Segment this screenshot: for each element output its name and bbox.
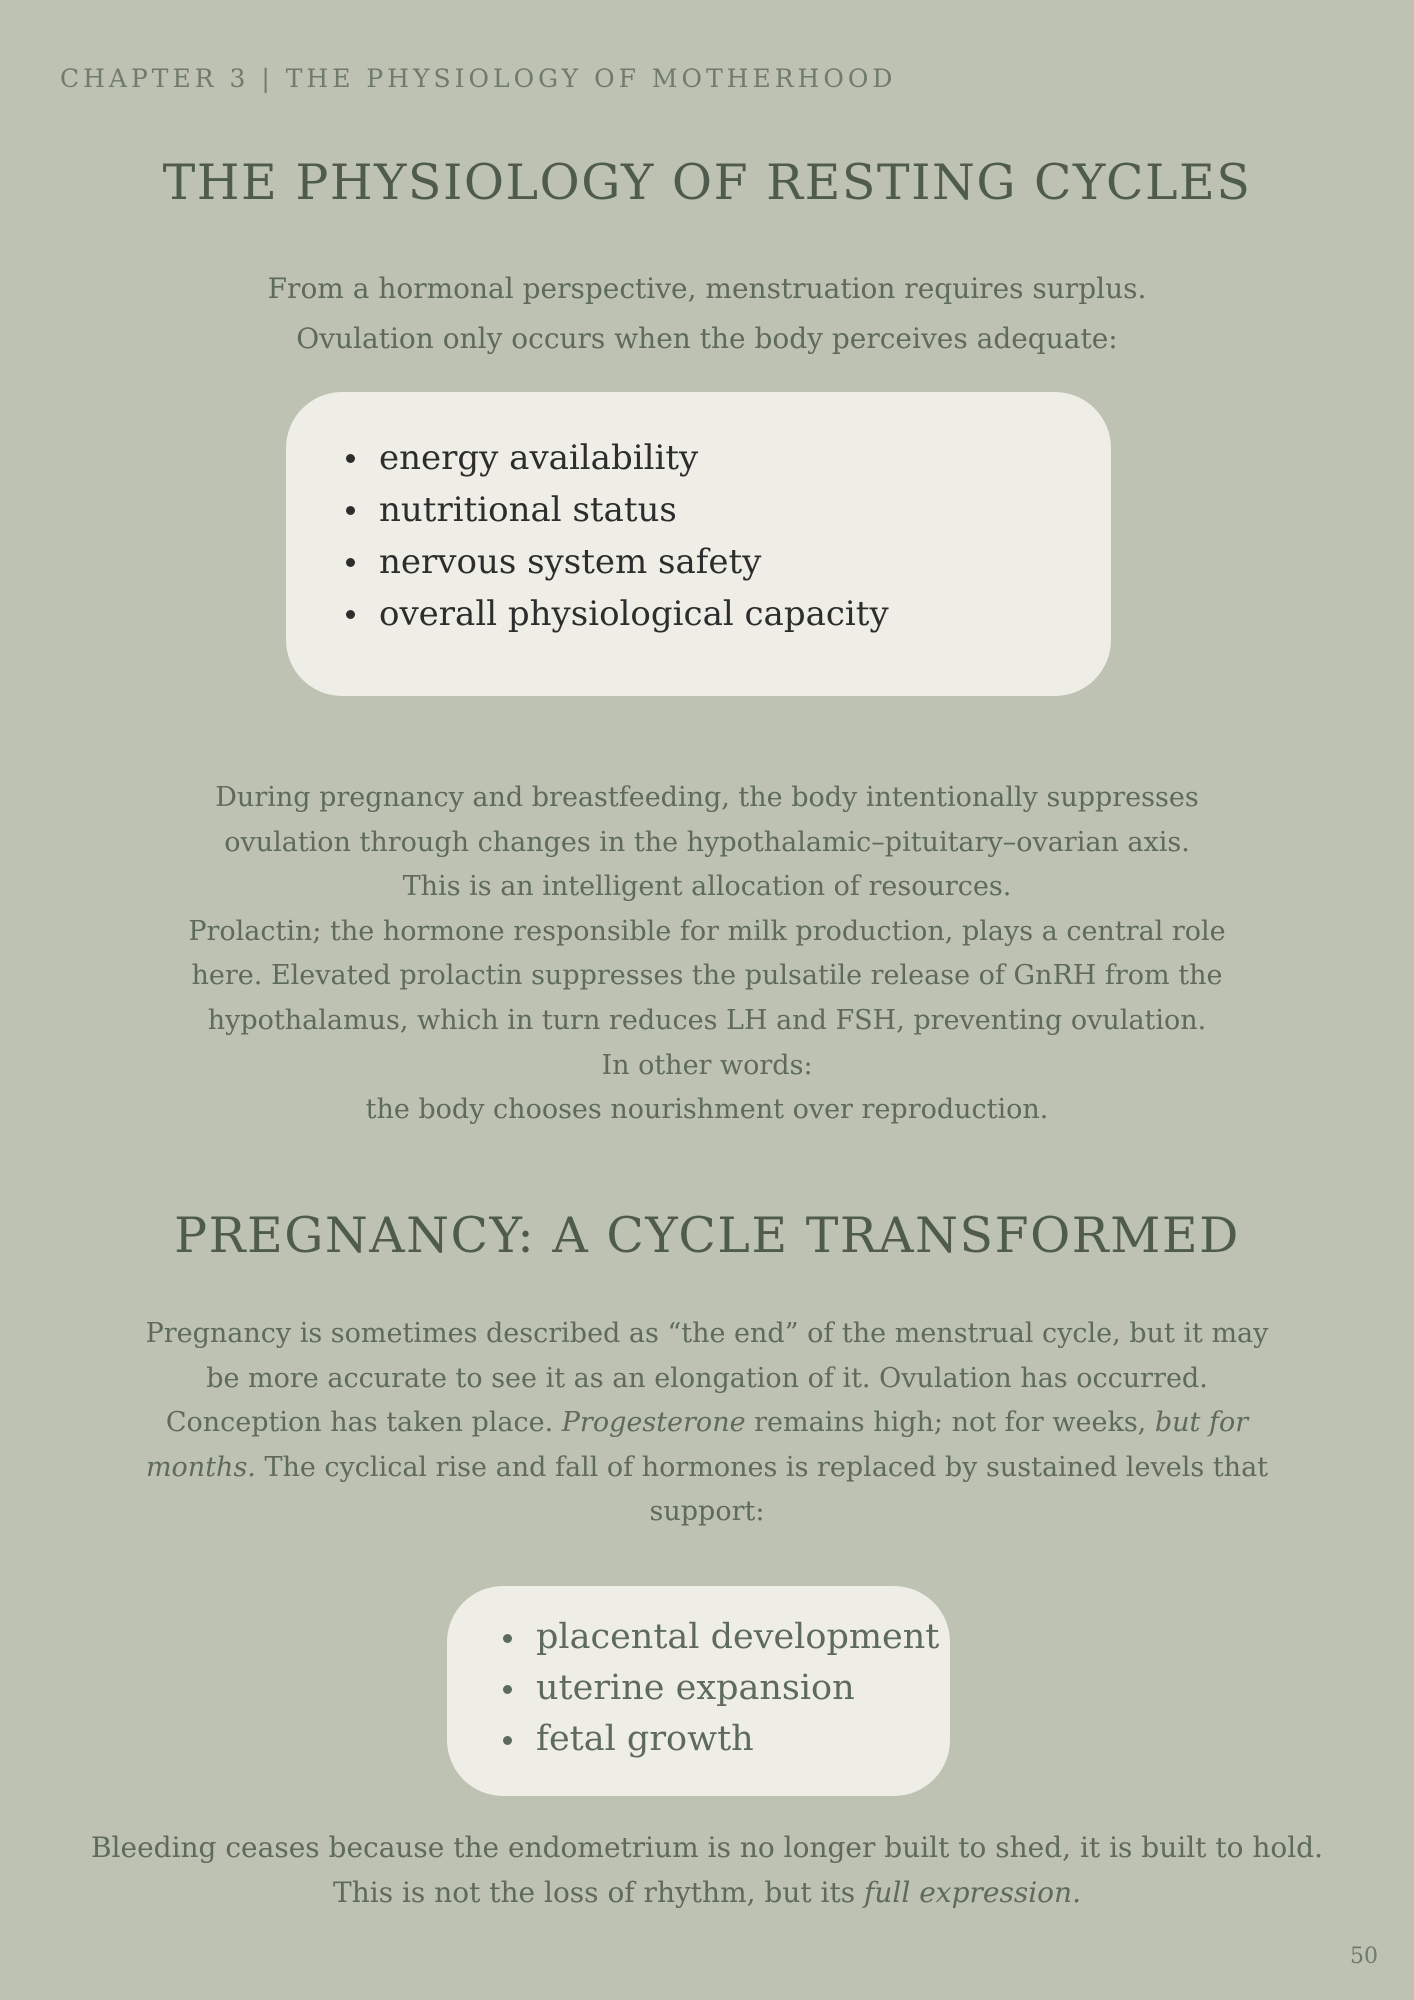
emphasis-text: but for <box>1154 1407 1249 1439</box>
pregnancy-paragraph <box>0 1312 1414 1535</box>
support-list <box>503 1612 939 1765</box>
bullet-icon <box>346 454 355 463</box>
body-line: This is an intelligent allocation of resources. <box>402 871 1012 903</box>
adequacy-list-card <box>286 392 1111 696</box>
body-line: In other words: <box>601 1049 813 1081</box>
list-item: nervous system safety <box>346 536 889 588</box>
bullet-icon <box>503 1685 512 1694</box>
body-line: Pregnancy is sometimes described as “the end” of the menstrual cycle, but it may <box>145 1318 1269 1349</box>
list-item: placental development <box>503 1612 939 1663</box>
bullet-icon <box>346 558 355 567</box>
body-line: This is not the loss of rhythm, but its full expression. <box>333 1875 1081 1909</box>
body-line: hypothalamus, which in turn reduces LH and FSH, preventing ovulation. <box>207 1004 1207 1036</box>
prolactin-paragraph <box>0 776 1414 1133</box>
list-item: nutritional status <box>346 484 889 536</box>
list-item: energy availability <box>346 432 889 484</box>
intro-line: Ovulation only occurs when the body perceives adequate: <box>296 322 1118 355</box>
emphasis-text: full expression. <box>864 1875 1081 1909</box>
intro-paragraph <box>0 264 1414 364</box>
page-number: 50 <box>1350 1944 1378 1969</box>
bullet-icon <box>503 1634 512 1643</box>
body-line: ovulation through changes in the hypothalamic–pituitary–ovarian axis. <box>224 826 1190 858</box>
list-item: fetal growth <box>503 1714 939 1765</box>
body-line: here. Elevated prolactin suppresses the pulsatile release of GnRH from the <box>191 960 1223 992</box>
body-line: the body chooses nourishment over reproduction. <box>365 1094 1049 1126</box>
support-list-card <box>447 1586 950 1796</box>
body-line: Conception has taken place. Progesterone remains high; not for weeks, but for <box>165 1407 1249 1439</box>
body-line: Prolactin; the hormone responsible for milk production, plays a central role <box>188 915 1226 947</box>
section-title-pregnancy: PREGNANCY: A CYCLE TRANSFORMED <box>174 1207 1240 1264</box>
list-item: uterine expansion <box>503 1663 939 1714</box>
bullet-icon <box>346 610 355 619</box>
list-item: overall physiological capacity <box>346 588 889 640</box>
emphasis-text: months. <box>145 1451 256 1483</box>
bullet-icon <box>503 1736 512 1745</box>
adequacy-list <box>346 432 889 640</box>
section-title-resting-cycles: THE PHYSIOLOGY OF RESTING CYCLES <box>162 154 1252 211</box>
bullet-icon <box>346 506 355 515</box>
body-line: Bleeding ceases because the endometrium is no longer built to shed, it is built to hold. <box>90 1831 1324 1864</box>
body-line: During pregnancy and breastfeeding, the body intentionally suppresses <box>215 782 1199 813</box>
body-line: months. The cyclical rise and fall of hormones is replaced by sustained levels that <box>145 1451 1269 1483</box>
closing-paragraph <box>0 1826 1414 1915</box>
body-line: be more accurate to see it as an elongation of it. Ovulation has occurred. <box>206 1362 1208 1394</box>
intro-line: From a hormonal perspective, menstruation requires surplus. <box>267 272 1147 305</box>
body-line: support: <box>649 1496 765 1528</box>
chapter-header: CHAPTER 3 | THE PHYSIOLOGY OF MOTHERHOOD <box>60 64 897 93</box>
emphasis-text: Progesterone <box>561 1407 746 1439</box>
